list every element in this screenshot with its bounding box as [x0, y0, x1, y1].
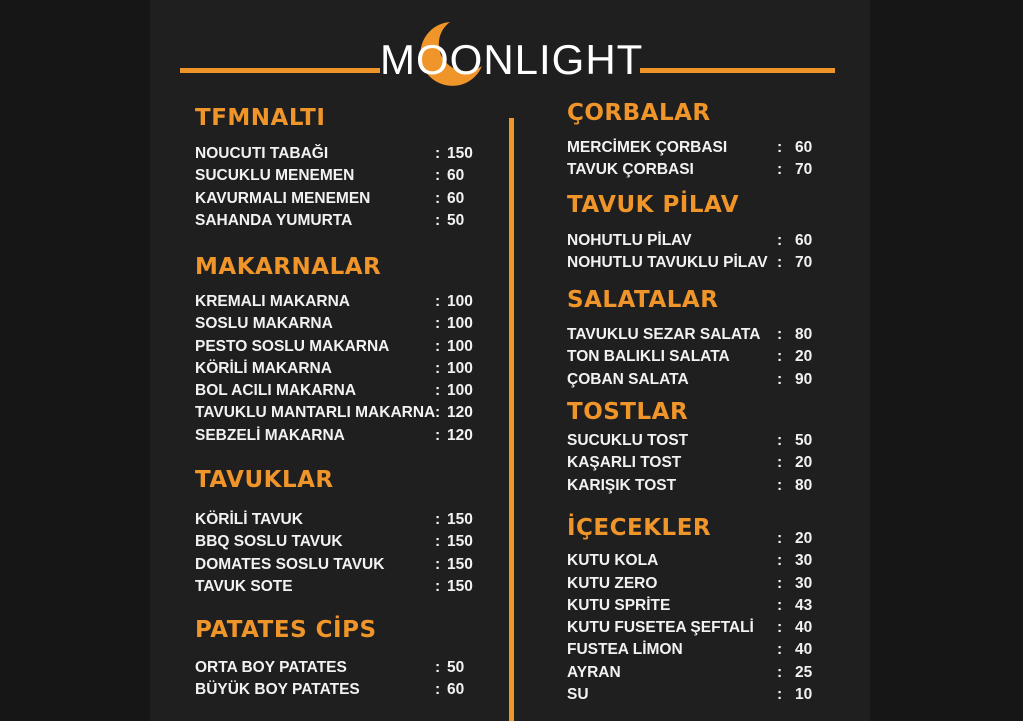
- list-item: [195, 143, 495, 165]
- item-price: 10: [795, 686, 813, 704]
- brand-title: MOONLIGHT: [380, 36, 644, 83]
- item-name: KÖRİLİ MAKARNA: [195, 359, 332, 377]
- separator: :: [777, 619, 783, 637]
- separator: :: [777, 139, 783, 156]
- section-kahvalti-items: [195, 143, 495, 232]
- list-item: [195, 425, 495, 447]
- item-name: BBQ SOSLU TAVUK: [195, 533, 343, 551]
- list-item: [567, 137, 837, 159]
- list-item: [195, 291, 495, 313]
- separator: :: [435, 404, 441, 422]
- separator: :: [435, 145, 441, 162]
- item-name: DOMATES SOSLU TAVUK: [195, 555, 385, 573]
- item-name: KAŞARLI TOST: [567, 454, 682, 472]
- separator: :: [435, 359, 441, 377]
- list-item: [567, 452, 837, 474]
- column-divider: [509, 118, 514, 721]
- list-item: [195, 554, 495, 576]
- item-price: 150: [447, 145, 473, 162]
- item-price: 120: [447, 404, 473, 422]
- separator: :: [435, 211, 441, 229]
- item-name: BÜYÜK BOY PATATES: [195, 681, 360, 699]
- list-item: [567, 252, 837, 274]
- list-item: [195, 402, 495, 424]
- section-patates-items: [195, 657, 495, 702]
- section-makarnalar-items: [195, 291, 495, 447]
- separator: :: [435, 167, 441, 185]
- list-item: [195, 380, 495, 402]
- item-name: KÖRİLİ TAVUK: [195, 511, 303, 528]
- item-price: 150: [447, 511, 473, 528]
- separator: :: [435, 555, 441, 573]
- separator: :: [435, 681, 441, 699]
- item-name: AYRAN: [567, 663, 621, 681]
- separator: :: [777, 663, 783, 681]
- item-price: 80: [795, 326, 813, 343]
- list-item: [195, 210, 495, 232]
- separator: :: [777, 641, 783, 659]
- item-price: 20: [795, 348, 813, 366]
- list-item: [567, 230, 837, 252]
- list-item: [567, 369, 837, 391]
- section-title-patates-cips: PATATES CİPS: [195, 617, 377, 643]
- item-price: 120: [447, 426, 473, 444]
- separator: :: [777, 348, 783, 366]
- item-price: 60: [447, 189, 465, 207]
- item-price: 30: [795, 574, 813, 592]
- item-price: 25: [795, 663, 813, 681]
- item-price: 70: [795, 161, 813, 179]
- item-price: 60: [795, 139, 813, 156]
- header-line-left: [180, 68, 380, 73]
- item-price: 20: [795, 530, 813, 547]
- list-item: [195, 679, 495, 701]
- item-name: SOSLU MAKARNA: [195, 315, 333, 333]
- section-title-tavuk-pilav: TAVUK PİLAV: [567, 192, 740, 218]
- item-name: ORTA BOY PATATES: [195, 659, 347, 676]
- separator: :: [777, 232, 783, 249]
- item-price: 50: [795, 432, 813, 449]
- separator: :: [435, 315, 441, 333]
- list-item: [195, 657, 495, 679]
- list-item: [567, 639, 837, 661]
- item-price: 100: [447, 337, 473, 355]
- item-price: 90: [795, 370, 813, 388]
- item-name: NOHUTLU TAVUKLU PİLAV: [567, 254, 768, 272]
- item-price: 100: [447, 382, 473, 400]
- item-price: 50: [447, 211, 465, 229]
- item-name: SUCUKLU TOST: [567, 432, 689, 449]
- list-item: [567, 324, 837, 346]
- item-price: 100: [447, 293, 473, 310]
- list-item: [567, 430, 837, 452]
- separator: :: [435, 577, 441, 595]
- item-price: 60: [795, 232, 813, 249]
- list-item: [567, 528, 837, 550]
- separator: :: [777, 326, 783, 343]
- item-price: 20: [795, 454, 813, 472]
- list-item: [567, 346, 837, 368]
- item-price: 60: [447, 681, 465, 699]
- item-price: 100: [447, 359, 473, 377]
- separator: :: [435, 189, 441, 207]
- separator: :: [435, 511, 441, 528]
- header-line-right: [640, 68, 835, 73]
- separator: :: [777, 476, 783, 494]
- list-item: [567, 475, 837, 497]
- list-item: [195, 576, 495, 598]
- separator: :: [777, 370, 783, 388]
- separator: :: [777, 432, 783, 449]
- item-price: 150: [447, 533, 473, 551]
- section-title-makarnalar: MAKARNALAR: [195, 254, 382, 280]
- item-price: 40: [795, 641, 813, 659]
- item-name: TON BALIKLI SALATA: [567, 348, 730, 366]
- separator: :: [777, 686, 783, 704]
- separator: :: [777, 454, 783, 472]
- list-item: [567, 595, 837, 617]
- item-price: 50: [447, 659, 465, 676]
- item-name: KUTU SPRİTE: [567, 596, 671, 614]
- list-item: [195, 358, 495, 380]
- item-price: 60: [447, 167, 465, 185]
- item-name: SUCUKLU MENEMEN: [195, 167, 355, 185]
- item-name: TAVUK SOTE: [195, 577, 293, 595]
- section-icecekler-items: [567, 528, 837, 706]
- section-title-corbalar: ÇORBALAR: [567, 100, 711, 126]
- item-name: BOL ACILI MAKARNA: [195, 382, 357, 400]
- list-item: [195, 336, 495, 358]
- section-title-salatalar: SALATALAR: [567, 287, 719, 313]
- item-name: TAVUKLU SEZAR SALATA: [567, 326, 761, 343]
- separator: :: [435, 426, 441, 444]
- section-tavuklar-items: [195, 509, 495, 598]
- item-name: PESTO SOSLU MAKARNA: [195, 337, 390, 355]
- section-title-tostlar: TOSTLAR: [567, 399, 689, 425]
- item-name: ÇOBAN SALATA: [567, 370, 689, 388]
- item-name: MERCİMEK ÇORBASI: [567, 139, 728, 156]
- list-item: [567, 684, 837, 706]
- section-title-tavuklar: TAVUKLAR: [195, 467, 334, 493]
- item-price: 150: [447, 577, 473, 595]
- separator: :: [435, 337, 441, 355]
- item-price: 43: [795, 596, 813, 614]
- item-price: 150: [447, 555, 473, 573]
- item-name: NOHUTLU PİLAV: [567, 232, 692, 249]
- separator: :: [777, 596, 783, 614]
- item-name: KAVURMALI MENEMEN: [195, 189, 371, 207]
- separator: :: [777, 161, 783, 179]
- item-name: SEBZELİ MAKARNA: [195, 426, 345, 444]
- list-item: [195, 531, 495, 553]
- item-price: 80: [795, 476, 813, 494]
- section-corbalar-items: [567, 137, 837, 182]
- separator: :: [777, 574, 783, 592]
- list-item: [195, 165, 495, 187]
- item-name: KUTU FUSETEA ŞEFTALİ: [567, 619, 754, 637]
- list-item: [567, 550, 837, 572]
- separator: :: [435, 533, 441, 551]
- list-item: [195, 509, 495, 531]
- separator: :: [435, 293, 441, 310]
- section-title-icecekler: İÇECEKLER: [567, 515, 712, 541]
- item-name: KARIŞIK TOST: [567, 476, 677, 494]
- item-name: TAVUK ÇORBASI: [567, 161, 694, 179]
- item-name: SU: [567, 686, 589, 704]
- item-name: KUTU KOLA: [567, 552, 659, 570]
- item-price: 30: [795, 552, 813, 570]
- separator: :: [435, 382, 441, 400]
- separator: :: [777, 254, 783, 272]
- list-item: [195, 188, 495, 210]
- section-pilav-items: [567, 230, 837, 275]
- list-item: [567, 662, 837, 684]
- list-item: [567, 159, 837, 181]
- section-tostlar-items: [567, 430, 837, 497]
- list-item: [567, 617, 837, 639]
- item-name: TAVUKLU MANTARLI MAKARNA: [195, 404, 436, 422]
- item-price: 100: [447, 315, 473, 333]
- item-name: KREMALI MAKARNA: [195, 293, 350, 310]
- item-name: FUSTEA LİMON: [567, 641, 683, 659]
- item-name: SAHANDA YUMURTA: [195, 211, 353, 229]
- list-item: [567, 573, 837, 595]
- item-name: NOUCUTI TABAĞI: [195, 145, 329, 162]
- separator: :: [435, 659, 441, 676]
- separator: :: [777, 552, 783, 570]
- section-title-kahvalti: TFMNALTI: [195, 105, 326, 131]
- item-price: 40: [795, 619, 813, 637]
- item-name: KUTU ZERO: [567, 574, 658, 592]
- separator: :: [777, 530, 783, 547]
- item-price: 70: [795, 254, 813, 272]
- section-salatalar-items: [567, 324, 837, 391]
- list-item: [195, 313, 495, 335]
